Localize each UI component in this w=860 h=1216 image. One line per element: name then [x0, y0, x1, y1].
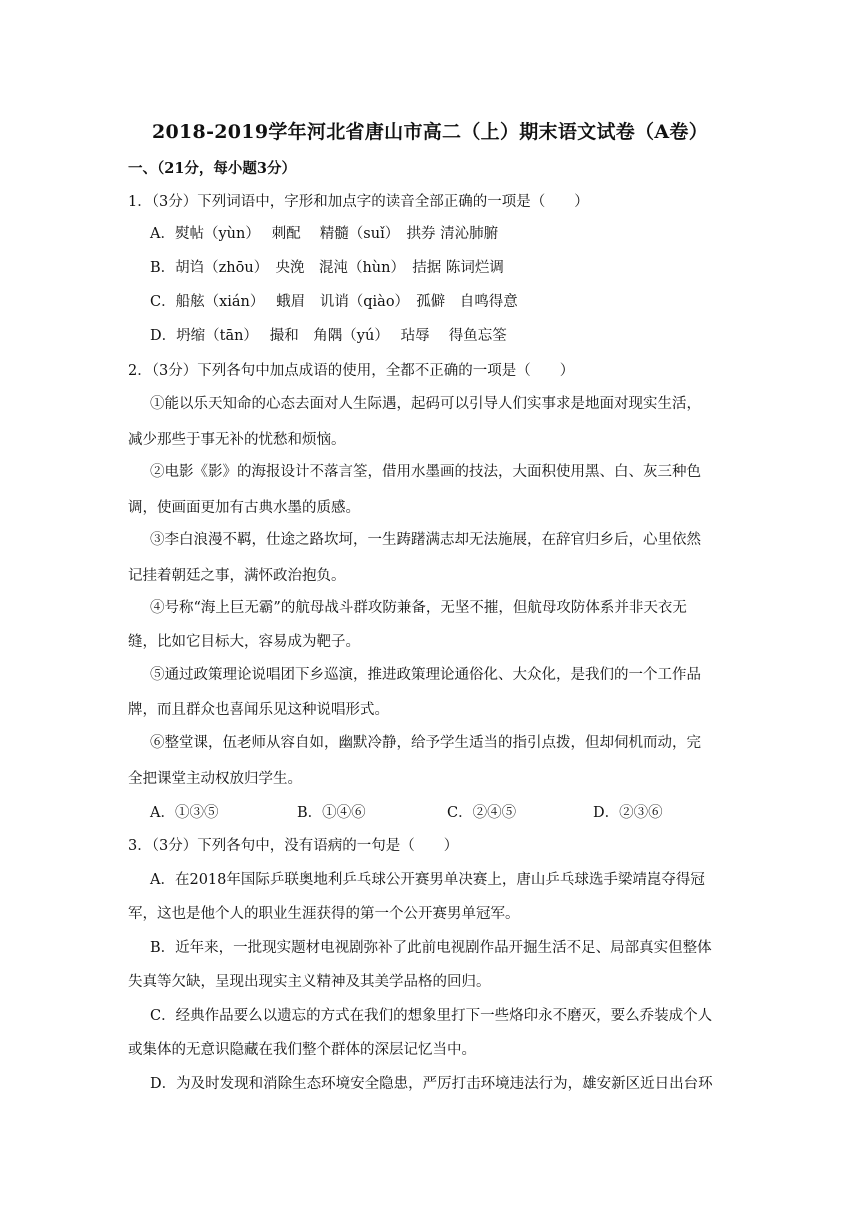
question-3-option-a: A．在2018年国际乒联奥地利乒乓球公开赛男单决赛上，唐山乒乓球选手梁靖崑夺得冠 — [150, 872, 705, 888]
question-2-option-a: A．①③⑤ — [150, 805, 219, 821]
question-2-sentence-2: ②电影《影》的海报设计不落言筌，借用水墨画的技法，大面积使用黑、白、灰三种色 — [150, 464, 701, 480]
page-title: 2018-2019学年河北省唐山市高二（上）期末语文试卷（A卷） — [152, 121, 708, 143]
question-2-option-b: B．①④⑥ — [297, 805, 366, 821]
question-2-option-d: D．②③⑥ — [593, 805, 663, 821]
question-1-option-b: B．胡诌（zhōu） 央浼 混沌（hùn） 拮据 陈词烂调 — [150, 260, 504, 276]
question-1-option-c: C．船舷（xián） 蛾眉 讥诮（qiào） 孤僻 自鸣得意 — [150, 294, 518, 310]
question-3-option-a-cont: 军，这也是他个人的职业生涯获得的第一个公开赛男单冠军。 — [128, 906, 520, 922]
question-1-stem: 1．（3分）下列词语中，字形和加点字的读音全部正确的一项是（ ） — [128, 194, 589, 210]
question-2-sentence-6-cont: 全把课堂主动权放归学生。 — [128, 771, 302, 787]
question-3-option-c: C．经典作品要么以遗忘的方式在我们的想象里打下一些烙印永不磨灭，要么乔装成个人 — [150, 1008, 713, 1024]
question-3-option-b: B．近年来，一批现实题材电视剧弥补了此前电视剧作品开掘生活不足、局部真实但整体 — [150, 940, 712, 956]
question-3-option-b-cont: 失真等欠缺，呈现出现实主义精神及其美学品格的回归。 — [128, 974, 491, 990]
question-2-option-c: C．②④⑤ — [447, 805, 517, 821]
question-2-sentence-4: ④号称“海上巨无霸”的航母战斗群攻防兼备，无坚不摧，但航母攻防体系并非天衣无 — [150, 600, 687, 616]
question-2-sentence-5: ⑤通过政策理论说唱团下乡巡演，推进政策理论通俗化、大众化，是我们的一个工作品 — [150, 667, 701, 683]
question-3-option-d: D．为及时发现和消除生态环境安全隐患，严厉打击环境违法行为，雄安新区近日出台环 — [150, 1076, 713, 1092]
question-2-sentence-3-cont: 记挂着朝廷之事，满怀政治抱负。 — [128, 568, 346, 584]
question-2-sentence-3: ③李白浪漫不羁，仕途之路坎坷，一生踌躇满志却无法施展，在辞官归乡后，心里依然 — [150, 532, 701, 548]
section-heading: 一、（21分，每小题3分） — [128, 160, 297, 177]
question-2-sentence-4-cont: 缝，比如它目标大，容易成为靶子。 — [128, 634, 360, 650]
question-2-sentence-1-cont: 减少那些于事无补的忧愁和烦恼。 — [128, 432, 346, 448]
question-1-option-d: D．坍缩（tān） 撮和 角隅（yú） 玷辱 得鱼忘筌 — [150, 328, 507, 344]
question-2-sentence-5-cont: 牌，而且群众也喜闻乐见这种说唱形式。 — [128, 702, 389, 718]
question-2-stem: 2．（3分）下列各句中加点成语的使用，全都不正确的一项是（ ） — [128, 363, 575, 379]
question-2-sentence-1: ①能以乐天知命的心态去面对人生际遇，起码可以引导人们实事求是地面对现实生活， — [150, 396, 701, 412]
question-2-sentence-2-cont: 调，使画面更加有古典水墨的质感。 — [128, 500, 360, 516]
question-3-option-c-cont: 或集体的无意识隐藏在我们整个群体的深层记忆当中。 — [128, 1042, 476, 1058]
question-1-option-a: A．熨帖（yùn） 刺配 精髓（suǐ） 拱券 清沁肺腑 — [150, 226, 499, 242]
question-2-sentence-6: ⑥整堂课，伍老师从容自如，幽默冷静，给予学生适当的指引点拨，但却伺机而动，完 — [150, 735, 701, 751]
question-3-stem: 3．（3分）下列各句中，没有语病的一句是（ ） — [128, 838, 459, 854]
